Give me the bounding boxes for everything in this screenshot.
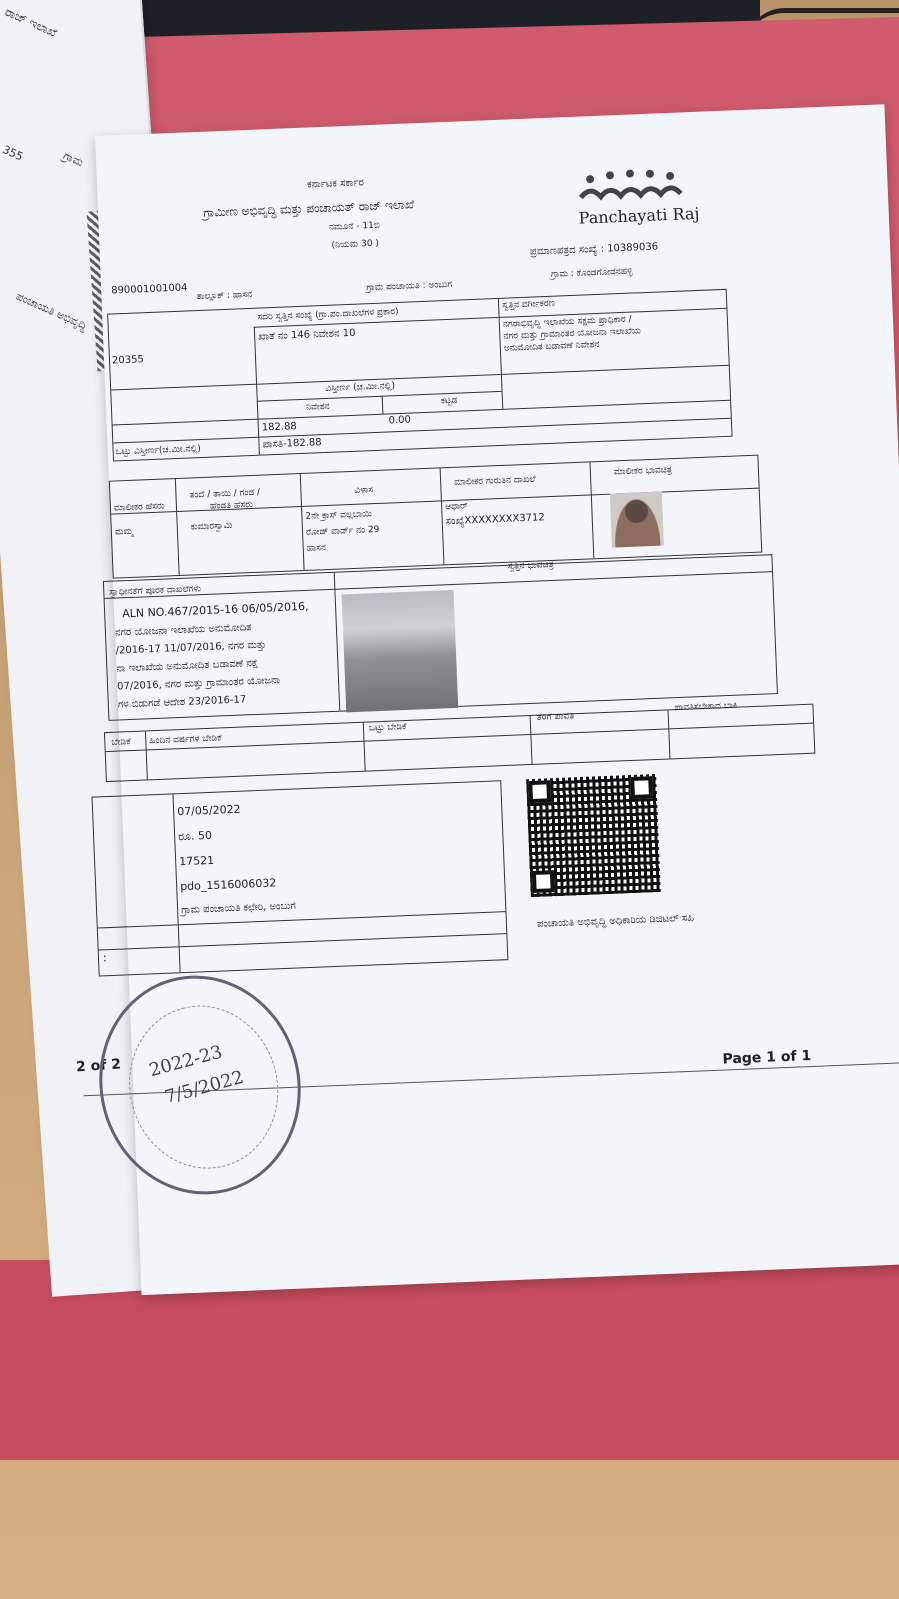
document-line: ನಾ ಇಲಾಖೆಯ ಅನುಮೋದಿತ ಬಡಾವಣೆ ನಕ್ಷೆ <box>116 657 259 675</box>
stamp-signature: 7/5/2022 <box>162 1066 246 1109</box>
left-id: 20355 <box>111 354 145 367</box>
rule-number: (ನಿಯಮ 30 ) <box>331 238 380 251</box>
govt-title: ಕರ್ನಾಟಕ ಸರ್ಕಾರ <box>306 177 365 191</box>
issuing-officer: pdo_1516006032 <box>179 876 277 894</box>
documents-label: ಸ್ವಾಧೀನತೆಗೆ ಪೂರಕ ದಾಖಲೆಗಳು <box>109 584 202 598</box>
taluk: ತಾಲ್ಲೂಕ್ : ಹಾಸನ <box>196 289 253 303</box>
building-label: ಕಟ್ಟಡ <box>440 395 458 407</box>
property-photo-label: ಸ್ವತ್ತಿನ ಭಾವಚಿತ್ರ <box>507 559 554 572</box>
document-line: /2016-17 11/07/2016, ನಗರ ಮತ್ತು <box>115 639 267 657</box>
certificate-number: ಪ್ರಮಾಣಪತ್ರದ ಸಂಖ್ಯೆ : 10389036 <box>529 241 659 258</box>
site-area-value: 182.88 <box>261 421 298 434</box>
owner-name: ಮಮ್ಮ <box>114 526 134 538</box>
relation-header: ತಂದೆ / ತಾಯಿ / ಗಂಡ / <box>189 487 261 501</box>
page-number: Page 1 of 1 <box>722 1048 812 1068</box>
village: ಗ್ರಾಮ : ಕೊಂಡಗೋಡನಹಳ್ಳಿ <box>550 266 633 280</box>
owner-address: ರೋಡ್ ವಾರ್ಡ್ ನಂ 29 <box>305 524 380 538</box>
document-line: 07/2016, ನಗರ ಮತ್ತು ಗ್ರಾಮಾಂತರ ಯೋಜನಾ <box>116 675 281 693</box>
owner-address: 2ನೇ ಕ್ರಾಸ್ ವಲ್ಲಬಾಯಿ <box>305 509 373 522</box>
classification-value: ನಗರ ಮತ್ತು ಗ್ರಾಮಾಂತರ ಯೋಜನಾ ಇಲಾಖೆಯ <box>503 326 642 342</box>
signature-colon: : <box>102 951 107 965</box>
property-photo <box>342 590 459 712</box>
area-label: ವಿಸ್ತೀರ್ಣ (ಚ.ಮೀ.ನಲ್ಲಿ) <box>325 381 396 394</box>
left-page-text: ರಾಜ್ ಇಲಾಖೆ <box>2 4 60 40</box>
property-number-value: ಖಾತೆ ನಂ 146 ನಿವೇಶನ 10 <box>257 327 356 343</box>
classification-value: ಅನುಮೋದಿತ ಬಡಾವಣೆ ನಿವೇಶನ <box>503 339 600 354</box>
property-id: 890001001004 <box>111 282 188 297</box>
tax-paid-header: ತೆರಿಗೆ ಪಾವತಿ <box>536 711 575 723</box>
owner-id-proof: ಸಂಖ್ಯೆXXXXXXXX3712 <box>445 512 545 528</box>
form-number: ನಮೂನೆ - 11ಬಿ <box>328 220 381 233</box>
owner-relation-name: ಕುಮಾರಸ್ವಾಮಿ <box>190 520 233 533</box>
fee: ರೂ. 50 <box>177 828 213 844</box>
left-page-number: 2 of 2 <box>75 1056 122 1076</box>
digital-signature-label: ಪಂಚಾಯತಿ ಅಭಿವೃದ್ಧಿ ಅಧಿಕಾರಿಯ ಡಿಜಿಟಲ್ ಸಹಿ <box>536 912 695 930</box>
issuing-office: ಗ್ರಾಮ ಪಂಚಾಯತಿ ಕಛೇರಿ, ಅಂಬುಗ <box>180 900 297 917</box>
issue-date: 07/05/2022 <box>176 802 241 819</box>
property-number-label: ಸದರಿ ಸ್ವತ್ತಿನ ಸಂಖ್ಯೆ (ಗ್ರಾ.ಪಂ.ದಾಖಲೆಗಳ ಪ್ರಕಾರ) <box>257 306 399 323</box>
total-area-label: ಒಟ್ಟು ವಿಸ್ತೀರ್ಣ(ಚ.ಮೀ.ನಲ್ಲಿ) <box>115 444 202 458</box>
total-demand-header: ಒಟ್ಟು ಬೇಡಿಕೆ <box>368 721 407 734</box>
owner-name-header: ಮಾಲೀಕರ ಹೆಸರು <box>113 501 165 514</box>
balance-header: ಪಾವತಿಸಬೇಕಾದ ಬಾಕಿ <box>674 700 738 714</box>
owner-id-proof: ಆಧಾರ್ <box>444 501 468 513</box>
left-page-text: ಗ್ರಾಮ <box>61 148 86 170</box>
issue-details-box <box>92 780 509 976</box>
left-page-text: ಪಂಚಾಯತಿ ಅಭಿವೃದ್ಧಿ <box>14 289 90 333</box>
building-area-value: 0.00 <box>388 414 412 427</box>
owner-address: ಹಾಸನ <box>306 543 327 554</box>
department-title: ಗ್ರಾಮೀಣ ಅಭಿವೃದ್ಧಿ ಮತ್ತು ಪಂಚಾಯತ್ ರಾಜ್ ಇಲಾಖೆ <box>202 197 415 220</box>
document-line: ALN NO.467/2015-16 06/05/2016, <box>121 599 309 621</box>
receipt-number: 17521 <box>178 853 215 869</box>
site-label: ನಿವೇಶನ <box>305 401 330 413</box>
owner-photo-header: ಮಾಲೀಕರ ಭಾವಚಿತ್ರ <box>613 465 673 478</box>
total-area-value: ಪಾಸತಿ-182.88 <box>262 437 322 451</box>
left-page-text: 355 <box>0 143 25 164</box>
id-proof-header: ಮಾಲೀಕರ ಗುರುತಿನ ದಾಖಲೆ <box>454 474 536 488</box>
tax-demand-header: ಬೇಡಿಕೆ <box>111 737 131 748</box>
classification-value: ನಗರಾಭಿವೃದ್ಧಿ ಇಲಾಖೆಯ ಸಕ್ಷಮ ಪ್ರಾಧಿಕಾರ / <box>502 314 632 330</box>
owner-photo <box>610 492 664 548</box>
property-table <box>107 289 732 462</box>
stamp-signature: 2022-23 <box>146 1041 225 1082</box>
classification-label: ಸ್ವತ್ತಿನ ವರ್ಗೀಕರಣ <box>501 298 556 311</box>
relation-header: ಹೆಂಡತಿ ಹೆಸರು <box>209 499 254 512</box>
previous-demand-header: ಹಿಂದಿನ ವರ್ಷಗಳ ಬೇಡಿಕೆ <box>149 733 222 747</box>
gram-panchayat: ಗ್ರಾಮ ಪಂಚಾಯತಿ : ಅಂಬುಗ <box>366 279 453 294</box>
qr-code <box>526 774 661 897</box>
panchayati-raj-logo-icon <box>575 167 686 203</box>
address-header: ವಿಳಾಸ <box>354 485 374 496</box>
document-line: ಗಳ ಬಿಡುಗಡೆ ಆದೇಶ 23/2016-17 <box>117 694 247 711</box>
document-line: ನಗರ ಯೋಜನಾ ಇಲಾಖೆಯ ಅನುಮೋದಿತ <box>114 622 252 639</box>
logo-text: Panchayati Raj <box>578 203 700 228</box>
